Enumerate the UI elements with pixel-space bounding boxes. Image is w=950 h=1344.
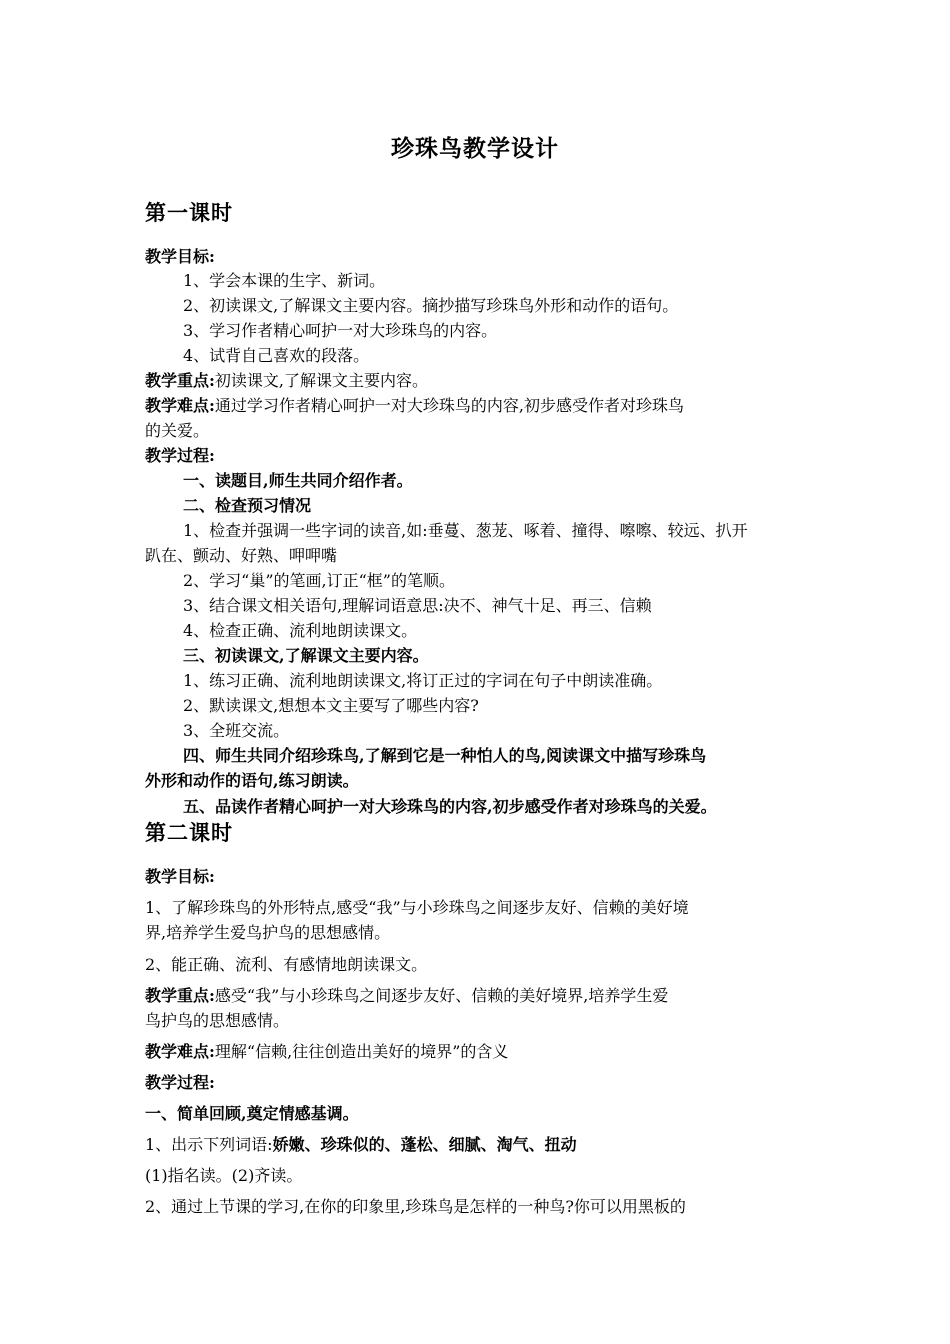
lesson1-step2-item-1: 1、检查并强调一些字词的读音,如:垂蔓、葱茏、啄着、撞得、嚓嚓、较远、扒开 — [183, 521, 748, 540]
lesson1-step3-item-3: 3、全班交流。 — [183, 721, 290, 740]
lesson1-step2-item-3: 3、结合课文相关语句,理解词语意思:决不、神气十足、再三、信赖 — [183, 596, 652, 615]
lesson2-diff-label: 教学难点: — [145, 1042, 215, 1061]
lesson2-goal-1-cont: 界,培养学生爱鸟护鸟的思想感情。 — [145, 923, 391, 942]
lesson1-difficulty — [145, 395, 815, 417]
lesson1-step2-item-4: 4、检查正确、流利地朗读课文。 — [183, 621, 418, 640]
lesson2-process-label: 教学过程: — [145, 1073, 215, 1092]
lesson1-step-4: 四、师生共同介绍珍珠鸟,了解到它是一种怕人的鸟,阅读课文中描写珍珠鸟 — [183, 746, 707, 765]
lesson1-key-label: 教学重点: — [145, 371, 215, 390]
lesson1-goal-3: 3、学习作者精心呵护一对大珍珠鸟的内容。 — [183, 321, 498, 340]
lesson1-step-3: 三、初读课文,了解课文主要内容。 — [183, 646, 429, 665]
lesson1-step3-item-2: 2、默读课文,想想本文主要写了哪些内容? — [183, 696, 479, 715]
lesson1-step-4-cont: 外形和动作的语句,练习朗读。 — [145, 771, 359, 790]
lesson1-diff-text-cont: 的关爱。 — [145, 421, 210, 440]
lesson2-key-label: 教学重点: — [145, 986, 215, 1005]
lesson2-item-1-words: 娇嫩、珍珠似的、蓬松、细腻、淘气、扭动 — [272, 1135, 577, 1154]
lesson2-key-text: 感受“我”与小珍珠鸟之间逐步友好、信赖的美好境界,培养学生爱 — [214, 986, 669, 1005]
lesson1-goal-1: 1、学会本课的生字、新词。 — [183, 271, 386, 290]
lesson2-goal-1: 1、了解珍珠鸟的外形特点,感受“我”与小珍珠鸟之间逐步友好、信赖的美好境 — [145, 898, 689, 917]
lesson2-difficulty — [145, 1041, 815, 1063]
lesson1-key-text: 初读课文,了解课文主要内容。 — [214, 371, 429, 390]
document-title: 珍珠鸟教学设计 — [391, 135, 559, 162]
lesson2-item-1-sub: (1)指名读。(2)齐读。 — [145, 1166, 303, 1185]
lesson1-step3-item-1: 1、练习正确、流利地朗读课文,将订正过的字词在句子中朗读准确。 — [183, 671, 663, 690]
lesson2-item-2: 2、通过上节课的学习,在你的印象里,珍珠鸟是怎样的一种鸟?你可以用黑板的 — [145, 1197, 686, 1216]
lesson1-step2-item-2: 2、学习“巢”的笔画,订正“框”的笔顺。 — [183, 571, 455, 590]
lesson2-key-text-cont: 鸟护鸟的思想感情。 — [145, 1011, 290, 1030]
lesson1-step-5: 五、品读作者精心呵护一对大珍珠鸟的内容,初步感受作者对珍珠鸟的关爱。 — [183, 797, 717, 816]
lesson1-key-point — [145, 370, 815, 392]
lesson1-process-label: 教学过程: — [145, 446, 215, 465]
lesson2-step-1: 一、简单回顾,奠定情感基调。 — [145, 1104, 359, 1123]
lesson1-goals-label: 教学目标: — [145, 247, 215, 266]
lesson2-diff-text: 理解“信赖,往往创造出美好的境界”的含义 — [214, 1042, 509, 1061]
lesson1-diff-text: 通过学习作者精心呵护一对大珍珠鸟的内容,初步感受作者对珍珠鸟 — [214, 396, 685, 415]
lesson1-heading: 第一课时 — [145, 200, 233, 225]
lesson1-goal-4: 4、试背自己喜欢的段落。 — [183, 346, 370, 365]
lesson2-goal-2: 2、能正确、流利、有感情地朗读课文。 — [145, 955, 428, 974]
lesson1-step-1: 一、读题目,师生共同介绍作者。 — [183, 471, 413, 490]
lesson2-goals-label: 教学目标: — [145, 867, 215, 886]
lesson1-goal-2: 2、初读课文,了解课文主要内容。摘抄描写珍珠鸟外形和动作的语句。 — [183, 296, 679, 315]
lesson2-heading: 第二课时 — [145, 820, 233, 845]
lesson1-diff-label: 教学难点: — [145, 396, 215, 415]
lesson2-item-1 — [145, 1134, 815, 1156]
lesson1-step-2: 二、检查预习情况 — [183, 496, 312, 515]
lesson2-item-1-prefix: 1、出示下列词语: — [145, 1135, 273, 1154]
lesson2-key-point — [145, 985, 815, 1007]
lesson1-step2-item-1-cont: 趴在、颤动、好熟、呷呷嘴 — [145, 546, 338, 565]
